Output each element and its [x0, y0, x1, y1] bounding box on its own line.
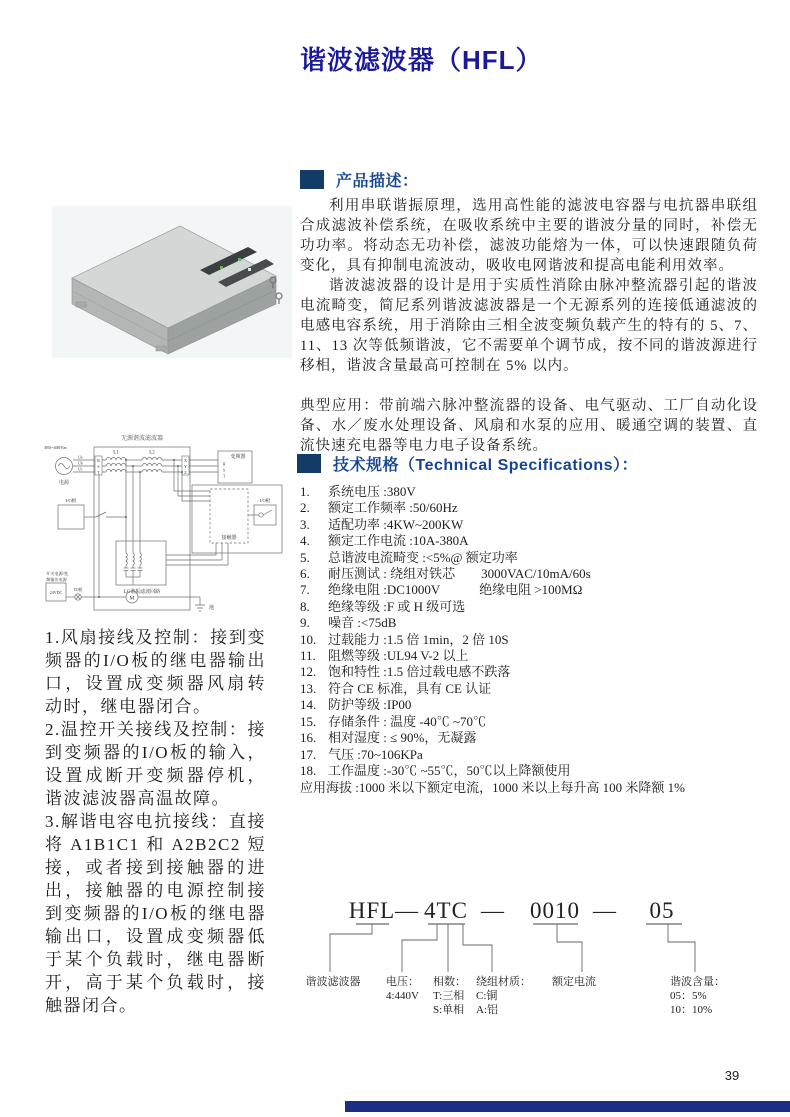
spec-text: 绝缘电阻 :DC1000V 绝缘电阻 >100MΩ: [328, 582, 583, 598]
inverter-terminal-s: S: [223, 468, 226, 473]
spec-item: [300, 582, 778, 598]
spec-text: 耐压测试 : 绕组对铁芯 3000VAC/10mA/60s: [328, 566, 591, 582]
section-header-description: [300, 168, 419, 191]
spec-number: 15.: [300, 713, 317, 729]
phase-label-ub: Ub: [78, 461, 83, 466]
spec-item: [300, 599, 778, 615]
spec-text: 系统电压 :380V: [328, 484, 416, 499]
spec-item: [300, 517, 778, 533]
contactor-label: 接触器: [221, 536, 237, 541]
filter-bank-label: LC谐振滤波回路: [123, 590, 161, 595]
model-separator: —: [481, 898, 505, 923]
phase-label-uc: Uc: [78, 467, 83, 472]
dc-supply-label: 24VDC: [49, 590, 63, 595]
junction-dots: [98, 459, 183, 598]
connector-lines: [330, 924, 695, 972]
spec-number: 7.: [300, 582, 310, 598]
spec-text: 总谐波电流畸变 :<5%@ 额定功率: [328, 549, 518, 565]
spec-item: [300, 747, 778, 763]
spec-text: 饱和特性 :1.5 倍过载电感不跌落: [328, 664, 511, 680]
input-terminal-block: [95, 456, 102, 475]
terminal-y: Y: [184, 464, 187, 469]
spec-text: 防护等级 :IP00: [328, 697, 412, 713]
spec-number: 10.: [300, 631, 317, 647]
spec-number: 2.: [300, 500, 310, 516]
diagram-wires: [66, 460, 228, 605]
spec-number: 16.: [300, 730, 317, 746]
spec-item: [300, 500, 778, 516]
note-thermostat-wiring: 2.温控开关接线及控制：接到变频器的I/O板的输入，设置成断开变频器停机，谐波滤波器高温故障。: [45, 720, 266, 808]
note-fan-wiring: 1.风扇接线及控制：接到变频器的I/O板的继电器输出口，设置成变频器风扇转动时，继电器闭合。: [45, 628, 266, 716]
inverter-label: 变频器: [230, 455, 246, 460]
model-segment-type: 4TC: [424, 898, 468, 923]
wiring-diagram-svg: [42, 427, 288, 625]
model-code-svg: [300, 888, 765, 1038]
spec-item: [300, 697, 778, 713]
spec-item: [300, 550, 778, 566]
label-phase: 相数：: [433, 976, 466, 988]
diagram-title: 无源谐波滤波器: [120, 436, 164, 442]
spec-item: [300, 664, 778, 680]
spec-number: 6.: [300, 566, 310, 582]
spec-number: 12.: [300, 664, 317, 680]
fuse-symbol: [75, 594, 81, 600]
fan-motor-letter: M: [129, 595, 135, 602]
label-harmonic-option-2: 10：10%: [670, 1004, 713, 1016]
spec-number: 18.: [300, 762, 317, 778]
model-separator: —: [395, 898, 419, 923]
relay-contact-symbol: [248, 510, 272, 517]
installation-notes: [45, 626, 266, 1017]
spec-item: [300, 615, 778, 631]
label-harmonic-option-1: 05：5%: [670, 990, 707, 1002]
spec-item: [300, 681, 778, 697]
spec-number: 11.: [300, 648, 316, 664]
source-symbol: [56, 458, 73, 475]
spec-number: 4.: [300, 533, 310, 549]
page-number: 39: [724, 1068, 740, 1083]
label-phase-option-1: T:三相: [433, 990, 465, 1002]
spec-text: 工作温度 :-30℃ ~55℃，50℃以上降额使用: [328, 762, 571, 778]
label-product: 谐波滤波器: [305, 976, 361, 988]
section-square-icon: [297, 454, 321, 473]
model-segment-series: HFL: [348, 898, 396, 923]
spec-item: [300, 533, 778, 549]
terminal-s: S: [97, 464, 100, 469]
phase-label-ua: Ua: [78, 455, 83, 460]
spec-number: 5.: [300, 549, 310, 565]
spec-text: 额定工作电流 :10A-380A: [328, 533, 469, 549]
model-separator: —: [593, 898, 617, 923]
spec-text: 气压 :70~106KPa: [328, 746, 423, 762]
label-winding-option-2: A:铝: [476, 1004, 498, 1016]
spec-item: [300, 763, 778, 779]
spec-item: [300, 632, 778, 648]
label-rated-current: 额定电流: [552, 976, 596, 988]
terminal-z: Z: [184, 470, 187, 475]
label-phase-option-2: S:单相: [433, 1004, 465, 1016]
spec-text: 噪音 :<75dB: [328, 615, 397, 631]
model-segment-current: 0010: [530, 898, 580, 923]
terminal-x: X: [184, 458, 187, 463]
model-segment-harmonic: 05: [649, 898, 675, 923]
wiring-diagram: [42, 427, 288, 625]
typical-applications: 典型应用：带前端六脉冲整流器的设备、电气驱动、工厂自动化设备、水／废水处理设备、风扇和水泵的应用、暖通空调的装置、直流快速充电器等电力电子设备系统。: [300, 398, 758, 454]
coil-l1-label: L1: [113, 450, 119, 456]
product-photo: [52, 206, 292, 358]
spec-text: 相对湿度 : ≤ 90%，无凝露: [328, 730, 477, 746]
page-title: 谐波滤波器（HFL）: [300, 45, 543, 75]
description-paragraph-1: 利用串联谐振原理，选用高性能的滤波电容器与电抗器串联组合成滤波补偿系统，在吸收系统中主要的谐波分量的同时，补偿无功功率。将动态无功补偿，滤波功能熔为一体，可以快速跟随负荷变化，具有抑制电流波动，吸收电网谐波和提高电能利用效率。: [300, 198, 758, 274]
section-title: 产品描述：: [336, 173, 419, 190]
label-harmonic: 谐波含量：: [670, 976, 725, 988]
terminal-t: T: [97, 470, 100, 475]
spec-item: [300, 730, 778, 746]
spec-number: 9.: [300, 615, 310, 631]
output-terminal-block: [182, 456, 189, 475]
inverter-terminal-t: T: [223, 474, 226, 479]
spec-text: 适配功率 :4KW~200KW: [328, 516, 464, 532]
inverter-terminal-r: R: [223, 462, 226, 467]
label-winding-option-1: C:铜: [476, 990, 498, 1002]
io-board-label-right: I/O板: [259, 498, 271, 503]
label-voltage-option: 4:440V: [386, 990, 419, 1002]
spec-list: [300, 484, 778, 797]
spec-item: [300, 714, 778, 730]
note-detuning-wiring: 3.解谐电容电抗接线：直接将A1B1C1和A2B2C2短接，或者接到接触器的进出，接触器的电源控制接到变频器的I/O板的继电器输出口，设置成变频器低于某个负载时，继电器断开，高于某个负载时，接触器闭合。: [45, 812, 266, 1015]
product-description: [300, 196, 758, 456]
label-voltage: 电压：: [386, 976, 419, 988]
spec-text: 额定工作频率 :50/60Hz: [328, 500, 458, 516]
spec-number: 3.: [300, 516, 310, 532]
spec-text: 符合 CE 标准，具有 CE 认证: [328, 680, 492, 696]
fuse-io-label: I/O板: [73, 588, 83, 592]
spec-item: [300, 484, 778, 500]
footer-bar: [345, 1101, 790, 1112]
spec-number: 17.: [300, 746, 317, 762]
psu-label-line1: 开关电源/变: [46, 571, 69, 576]
ground-label: 地: [209, 606, 215, 611]
source-voltage-label: 380~400Vac: [44, 445, 68, 450]
ground-symbol: [195, 605, 205, 611]
spec-item: [300, 648, 778, 664]
spec-item: [300, 566, 778, 582]
spec-text: 存储条件 : 温度 -40℃ ~70℃: [328, 713, 486, 729]
psu-label-line2: 频输出电源: [46, 577, 67, 582]
spec-text: 绝缘等级 :F 或 H 级可选: [328, 598, 466, 614]
description-paragraph-2: 谐波滤波器的设计是用于实质性消除由脉冲整流器引起的谐波电流畸变，简尼系列谐波滤波器是一个无源系列的连接低通滤波的电感电容系统，用于消除由三相全波变频负载产生的特有的 5、7、11、13 次等低频谐波，它不需要单个调节成，按不同的谐波源进行移相，谐波含量最高可控制在 5% 以内。: [300, 278, 758, 374]
capacitor-bank: [124, 553, 143, 585]
section-header-specs: [297, 452, 638, 475]
spec-number: 13.: [300, 680, 317, 696]
spec-text: 阻燃等级 :UL94 V-2 以上: [328, 648, 469, 664]
terminal-r: R: [97, 458, 100, 463]
spec-number: 14.: [300, 697, 317, 713]
altitude-note: 应用海拔 :1000 米以下额定电流，1000 米以上每升高 100 米降额 1%: [300, 780, 685, 796]
spec-text: 过载能力 :1.5 倍 1min，2 倍 10S: [328, 631, 509, 647]
spec-number: 8.: [300, 598, 310, 614]
coil-l2-label: L2: [149, 450, 155, 456]
section-title: 技术规格（Technical Specifications）：: [333, 457, 639, 474]
model-code-diagram: [300, 888, 765, 1038]
io-board-label-left: I/O板: [65, 498, 77, 503]
source-label: 电源: [58, 481, 70, 486]
label-winding: 绕组材质：: [476, 976, 531, 988]
spec-number: 1.: [300, 484, 310, 499]
filter-box-illustration: [52, 206, 292, 358]
section-square-icon: [300, 170, 324, 189]
